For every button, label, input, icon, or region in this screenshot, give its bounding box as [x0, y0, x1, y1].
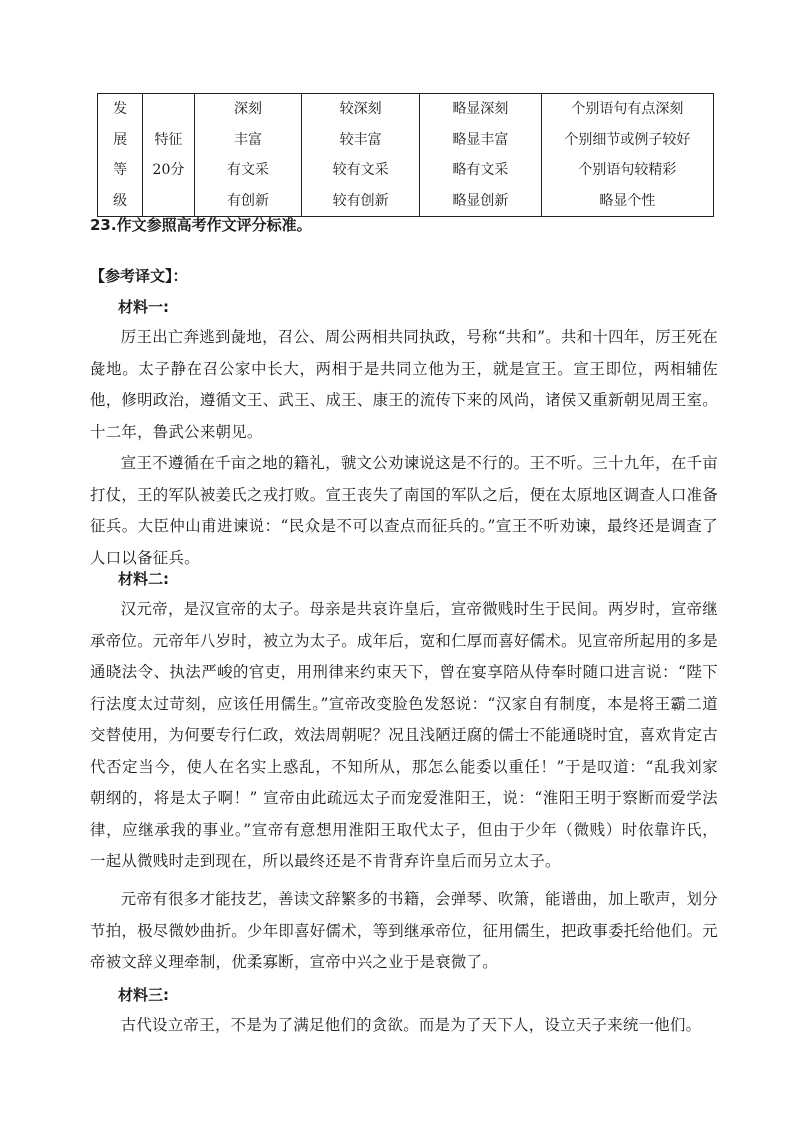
criterion: 较深刻: [339, 101, 382, 117]
feature-score: 20分: [152, 162, 185, 178]
feature-label: 特征: [154, 131, 183, 148]
criterion: 较有文采: [332, 162, 389, 178]
criterion: 略显深刻: [452, 101, 509, 117]
material-3-paragraph-1: 古代设立帝王，不是为了满足他们的贪欲。而是为了天下人，设立天子来统一他们。: [120, 1016, 702, 1034]
criterion: 较丰富: [339, 131, 382, 148]
criterion: 个别语句有点深刻: [571, 101, 684, 117]
criterion: 略显个性: [599, 192, 656, 209]
reference-translation-heading: 【参考译文】：: [90, 267, 188, 285]
criterion: 个别细节或例子较好: [564, 131, 691, 148]
criterion: 深刻: [233, 101, 262, 117]
material-1-paragraph-2: 宣王不遵循在千亩之地的籍礼，虢文公劝谏说这是不行的。王不听。三十九年，在千亩打仗，王的军队被姜氏之戎打败。宣王丧失了南国的军队之后，便在太原地区调查人口准备征兵。大臣仲山甫进谏说：“民众是不可以查点而征兵的。”宣王不听劝谏，最终还是调查了人口以备征兵。: [90, 454, 718, 567]
row-head-char: 级: [113, 192, 128, 209]
row-head-char: 发: [113, 101, 128, 117]
material-2-title: 材料二:: [118, 570, 169, 588]
criterion: 丰富: [233, 131, 262, 148]
question-23-note: 23.作文参照高考作文评分标准。: [90, 216, 312, 234]
criterion: 略显丰富: [452, 131, 509, 148]
material-2-paragraph-2: 元帝有很多才能技艺，善读文辞繁多的书籍，会弹琴、吹箫，能谱曲，加上歌声，划分节拍，极尽微妙曲折。少年即喜好儒术，等到继承帝位，征用儒生，把政事委托给他们。元帝被文辞义理牵制，优柔寡断，宣帝中兴之业于是衰微了。: [90, 890, 718, 971]
material-1-paragraph-1: 厉王出亡奔逃到彘地，召公、周公两相共同执政，号称“共和”。共和十四年，厉王死在彘地。太子静在召公家中长大，两相于是共同立他为王，就是宣王。宣王即位，两相辅佐他，修明政治，遵循文王、武王、成王、康王的流传下来的风尚，诸侯又重新朝见周王室。十二年，鲁武公来朝见。: [90, 328, 718, 441]
criterion: 有文采: [226, 162, 269, 178]
feature-cell: [143, 94, 194, 217]
criterion: 有创新: [226, 192, 269, 209]
grading-table: [97, 93, 714, 217]
level-column-1: [194, 94, 302, 217]
row-head-char: 展: [113, 131, 128, 148]
material-1-title: 材料一:: [118, 298, 169, 316]
level-column-3: [420, 94, 542, 217]
criterion: 略有文采: [452, 162, 509, 178]
material-2-paragraph-1: 汉元帝，是汉宣帝的太子。母亲是共哀许皇后，宣帝微贱时生于民间。两岁时，宣帝继承帝位。元帝年八岁时，被立为太子。成年后，宽和仁厚而喜好儒术。见宣帝所起用的多是通晓法令、执法严峻的官吏，用刑律来约束天下，曾在宴享陪从侍奉时随口进言说：“陛下行法度太过苛刻，应该任用儒生。”宣帝改变脸色发怒说：“汉家自有制度，本是将王霸二道交替使用，为何要专行仁政，效法周朝呢？况且浅陋迂腐的儒士不能通晓时宜，喜欢肯定古代否定当今，使人在名实上惑乱，不知所从，那怎么能委以重任！”于是叹道：“乱我刘家朝纲的，将是太子啊！” 宣帝由此疏远太子而宠爱淮阳王，说：“淮阳王明于察断而爱学法律，应继承我的事业。”宣帝有意想用淮阳王取代太子，但由于少年（微贱）时依靠许氏，一起从微贱时走到现在，所以最终还是不肯背弃许皇后而另立太子。: [90, 600, 718, 870]
level-column-2: [302, 94, 420, 217]
criterion: 较有创新: [332, 192, 389, 209]
row-head-cell: [98, 94, 143, 217]
criterion: 个别语句较精彩: [578, 162, 677, 178]
level-column-4: [541, 94, 713, 217]
material-3-title: 材料三:: [118, 986, 169, 1004]
criterion: 略显创新: [452, 192, 509, 209]
row-head-char: 等: [113, 162, 128, 178]
